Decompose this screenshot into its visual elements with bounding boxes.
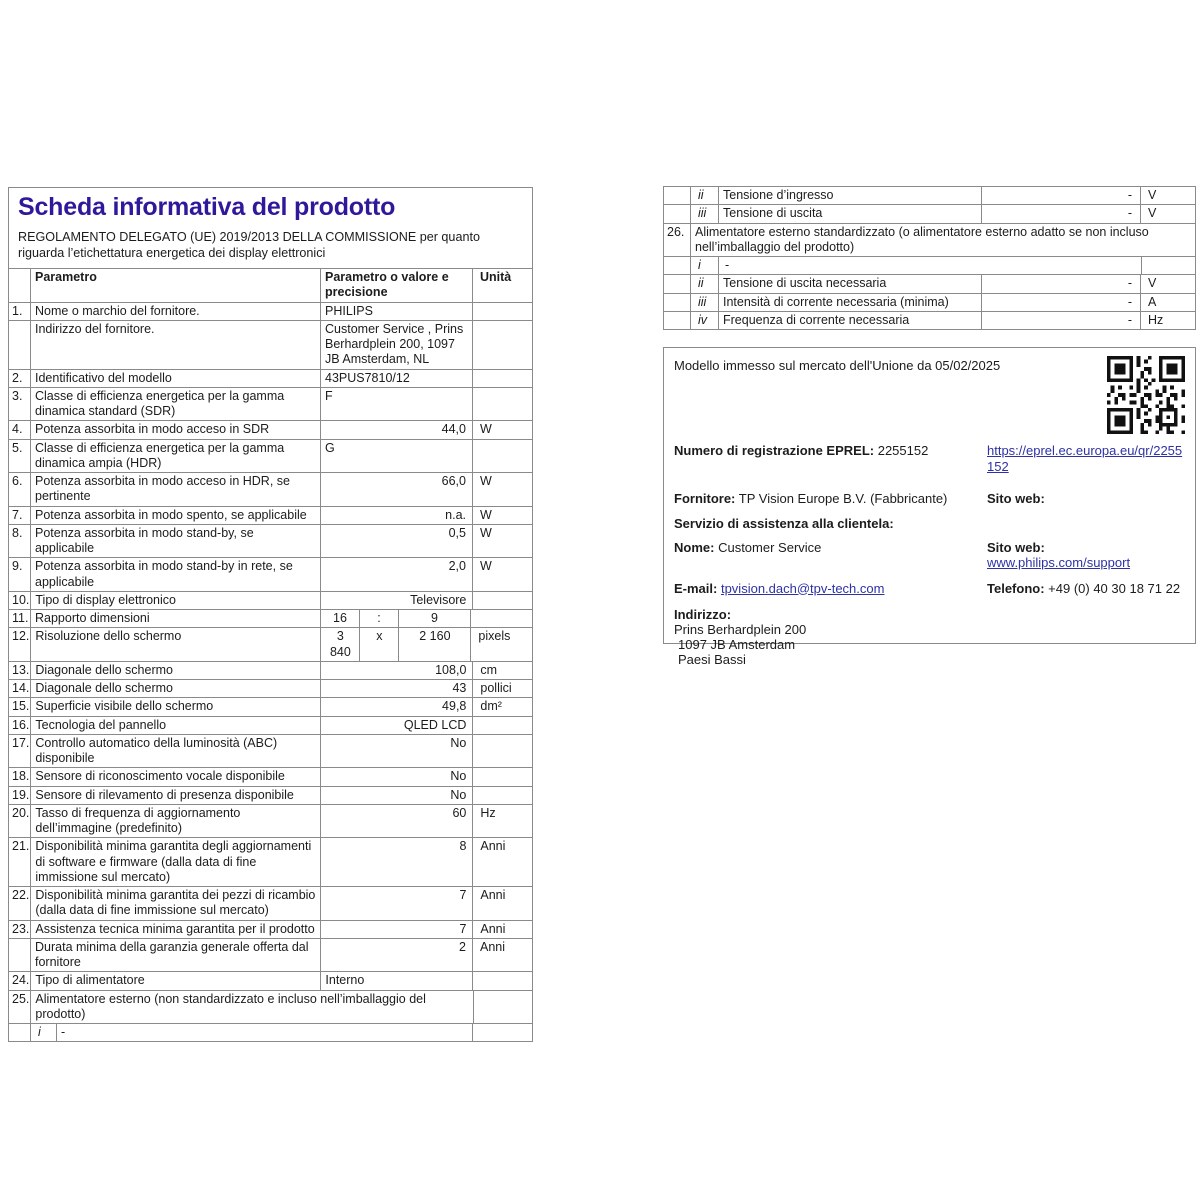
parameter-cell: Potenza assorbita in modo stand-by in rete, se applicabile — [31, 558, 321, 591]
value-cell: F — [321, 388, 473, 421]
service-name: Customer Service — [718, 539, 822, 555]
website-label-2: Sito web: — [987, 539, 1045, 555]
supplier-name: TP Vision Europe B.V. (Fabbricante) — [738, 490, 948, 506]
parameter-cell: Tensione di uscita — [719, 205, 982, 222]
table-row — [664, 256, 1195, 274]
parameter-cell: Tipo di display elettronico — [31, 592, 321, 609]
parameter-cell: Controllo automatico della luminosità (ABC) disponibile — [31, 735, 321, 768]
parameter-span-cell: Alimentatore esterno standardizzato (o alimentatore esterno adatto se non incluso nell’imballaggio del prodotto) — [695, 224, 1149, 254]
fiche-title-block — [9, 188, 532, 268]
separator-cell: : — [360, 610, 399, 627]
row-number-cell — [664, 294, 691, 311]
row-number-cell: 13. — [9, 662, 31, 679]
table-row — [9, 767, 532, 785]
unit-cell: Hz — [480, 805, 496, 820]
phone-label: Telefono: — [987, 580, 1045, 596]
value-cell: 43PUS7810/12 — [321, 370, 473, 387]
value-cell: 9 — [399, 610, 471, 627]
value-cell: Customer Service , Prins Berhardplein 200, 1097 JB Amsterdam, NL — [321, 321, 473, 369]
value-cell: No — [321, 768, 473, 785]
parameter-span-cell: Alimentatore esterno (non standardizzato e incluso nell’imballaggio del prodotto) — [31, 991, 474, 1024]
address-label: Indirizzo: — [674, 606, 732, 622]
table-row — [9, 920, 532, 938]
row-number-cell: 23. — [9, 921, 31, 938]
parameter-cell: Potenza assorbita in modo spento, se applicabile — [31, 507, 321, 524]
row-number-cell: 4. — [9, 421, 31, 438]
value-cell: No — [321, 735, 473, 768]
parameter-cell: Nome o marchio del fornitore. — [31, 303, 321, 320]
row-number-cell: 24. — [9, 972, 31, 989]
unit-cell — [473, 592, 532, 609]
fiche-rows — [9, 268, 532, 1041]
unit-cell: Anni — [480, 921, 506, 936]
value-cell: 66,0 — [321, 473, 473, 506]
value-cell: - — [982, 275, 1141, 292]
parameter-cell: Sensore di riconoscimento vocale disponibile — [31, 768, 321, 785]
value-cell: 43 — [321, 680, 473, 697]
address-line: 1097 JB Amsterdam — [678, 636, 796, 652]
row-number-cell: 25. — [9, 991, 31, 1024]
website-label-1: Sito web: — [987, 490, 1045, 506]
value-cell: 3 840 — [321, 628, 360, 661]
row-number-cell — [664, 275, 691, 292]
value-cell: - — [57, 1024, 473, 1041]
parameter-cell: Disponibilità minima garantita dei pezzi di ricambio (dalla data di fine immissione sul mercato) — [31, 887, 321, 920]
parameter-cell: Classe di efficienza energetica per la gamma dinamica standard (SDR) — [31, 388, 321, 421]
parameter-cell: Sensore di rilevamento di presenza disponibile — [31, 787, 321, 804]
row-number-cell: 9. — [9, 558, 31, 591]
table-row — [9, 302, 532, 320]
value-cell: Interno — [321, 972, 473, 989]
parameter-cell: Intensità di corrente necessaria (minima) — [719, 294, 982, 311]
unit-cell — [473, 370, 532, 387]
row-number-cell: 19. — [9, 787, 31, 804]
row-number-cell: 1. — [9, 303, 31, 320]
table-row — [664, 223, 1195, 257]
value-cell: 7 — [321, 887, 473, 920]
table-row — [9, 320, 532, 369]
row-number-cell — [9, 1024, 31, 1041]
row-number-cell: 5. — [9, 440, 31, 473]
phone-number: +49 (0) 40 30 18 71 22 — [1048, 580, 1181, 596]
parameter-cell: Diagonale dello schermo — [31, 680, 321, 697]
parameter-cell: Potenza assorbita in modo acceso in SDR — [31, 421, 321, 438]
value-cell: 0,5 — [321, 525, 473, 558]
value-cell: 108,0 — [321, 662, 473, 679]
value-cell: No — [321, 787, 473, 804]
parameter-cell: Identificativo del modello — [31, 370, 321, 387]
roman-index-cell: ii — [691, 275, 719, 292]
row-number-cell: 2. — [9, 370, 31, 387]
table-row — [9, 524, 532, 558]
parameter-cell: Superficie visibile dello schermo — [31, 698, 321, 715]
table-row — [9, 506, 532, 524]
value-cell: - — [982, 294, 1141, 311]
service-name-row — [674, 540, 1185, 570]
value-cell: G — [321, 440, 473, 473]
roman-index-cell: i — [691, 257, 719, 274]
unit-cell — [471, 610, 532, 627]
table-row — [664, 311, 1195, 329]
unit-cell — [473, 321, 532, 369]
table-row — [9, 591, 532, 609]
unit-cell — [473, 388, 532, 421]
row-number-cell: 17. — [9, 735, 31, 768]
unit-cell: W — [480, 422, 492, 437]
row-number-cell: 18. — [9, 768, 31, 785]
table-row — [9, 439, 532, 473]
unit-cell — [1142, 257, 1195, 274]
unit-cell: W — [480, 474, 492, 489]
table-row — [9, 697, 532, 715]
value-cell: 2 160 — [399, 628, 471, 661]
table-row — [9, 734, 532, 768]
table-row — [9, 938, 532, 972]
market-intro-row — [674, 355, 1185, 443]
table-row — [9, 804, 532, 838]
unit-cell: Anni — [480, 939, 506, 954]
value-cell: QLED LCD — [321, 717, 473, 734]
row-number-cell: 11. — [9, 610, 31, 627]
unit-cell: W — [480, 525, 492, 540]
unit-cell: Anni — [480, 888, 506, 903]
eprel-url-link[interactable]: https://eprel.ec.europa.eu/qr/2255152 — [987, 443, 1183, 475]
table-row — [664, 274, 1195, 292]
parameter-cell: Disponibilità minima garantita degli aggiornamenti di software e firmware (dalla data di fine immissione sul mercato) — [31, 838, 321, 886]
value-cell: 2 — [321, 939, 473, 972]
roman-index-cell: iii — [691, 294, 719, 311]
value-cell: - — [982, 187, 1141, 204]
parameter-cell: Tecnologia del pannello — [31, 717, 321, 734]
fiche-continuation-table — [663, 186, 1196, 330]
value-cell: n.a. — [321, 507, 473, 524]
email-label: E-mail: — [674, 580, 718, 596]
parameter-cell: Risoluzione dello schermo — [31, 628, 321, 661]
value-cell: - — [982, 312, 1141, 329]
email-phone-row — [674, 581, 1185, 596]
unit-cell — [473, 735, 532, 768]
unit-cell: V — [1148, 188, 1157, 202]
row-number-cell: 3. — [9, 388, 31, 421]
eprel-number: 2255152 — [877, 443, 929, 458]
unit-cell — [474, 991, 532, 1024]
unit-cell: A — [1148, 294, 1157, 309]
eprel-registration-row — [674, 443, 1185, 476]
unit-cell — [473, 787, 532, 804]
row-number-cell — [9, 269, 31, 302]
row-number-cell: 16. — [9, 717, 31, 734]
table-row — [9, 837, 532, 886]
parameter-cell: Assistenza tecnica minima garantita per il prodotto — [31, 921, 321, 938]
unit-cell: W — [480, 507, 492, 522]
supplier-label: Fornitore: — [674, 490, 736, 506]
email-link[interactable]: tpvision.dach@tpv-tech.com — [720, 580, 885, 596]
row-number-cell: 20. — [9, 805, 31, 838]
value-cell: - — [719, 257, 1142, 274]
value-cell: 8 — [321, 838, 473, 886]
value-cell: 7 — [321, 921, 473, 938]
qr-code-icon — [1107, 356, 1185, 434]
continuation-rows — [664, 187, 1195, 329]
row-number-cell: 15. — [9, 698, 31, 715]
unit-cell: V — [1148, 276, 1157, 291]
row-number-cell — [664, 312, 691, 329]
row-number-cell — [9, 939, 31, 972]
table-row — [9, 1023, 532, 1041]
unit-cell — [473, 1024, 532, 1041]
address-line: Prins Berhardplein 200 — [674, 621, 807, 637]
supplier-row — [674, 491, 1185, 506]
unit-cell: V — [1148, 206, 1157, 221]
parameter-cell: Tensione d’ingresso — [719, 187, 982, 204]
table-row — [9, 661, 532, 679]
row-number-cell: 6. — [9, 473, 31, 506]
unit-cell — [473, 303, 532, 320]
roman-index-cell: ii — [691, 187, 719, 204]
value-cell: - — [982, 205, 1141, 222]
parameter-cell: Potenza assorbita in modo stand-by, se applicabile — [31, 525, 321, 558]
eprel-label: Numero di registrazione EPREL: — [674, 443, 875, 458]
unit-header-cell: Unità — [480, 270, 512, 285]
regulation-subtitle: REGOLAMENTO DELEGATO (UE) 2019/2013 DELLA COMMISSIONE per quanto riguarda l’etichettatura energetica dei display elettronici — [18, 230, 480, 261]
roman-index-cell: iii — [691, 205, 719, 222]
table-row — [9, 369, 532, 387]
value-cell: PHILIPS — [321, 303, 473, 320]
parameter-header-cell: Parametro — [31, 269, 321, 302]
market-date-text: Modello immesso sul mercato dell'Unione da 05/02/2025 — [674, 358, 1001, 373]
row-number-cell: 8. — [9, 525, 31, 558]
row-number-cell: 14. — [9, 680, 31, 697]
unit-cell — [473, 972, 532, 989]
value-header-cell: Parametro o valore e precisione — [321, 269, 473, 302]
parameter-cell: Tasso di frequenza di aggiornamento dell’immagine (predefinito) — [31, 805, 321, 838]
customer-service-heading: Servizio di assistenza alla clientela: — [674, 515, 894, 531]
unit-cell — [473, 440, 532, 473]
table-row — [9, 268, 532, 302]
value-cell: Televisore — [321, 592, 473, 609]
support-website-link[interactable]: www.philips.com/support — [987, 554, 1131, 570]
unit-cell — [473, 768, 532, 785]
table-row — [9, 627, 532, 661]
table-row — [664, 293, 1195, 311]
parameter-cell: Frequenza di corrente necessaria — [719, 312, 982, 329]
parameter-cell: Indirizzo del fornitore. — [31, 321, 321, 369]
parameter-cell: Tensione di uscita necessaria — [719, 275, 982, 292]
row-number-cell: 26. — [664, 224, 691, 257]
unit-cell: dm² — [480, 699, 502, 714]
value-cell: 2,0 — [321, 558, 473, 591]
row-number-cell — [9, 321, 31, 369]
name-label: Nome: — [674, 539, 715, 555]
row-number-cell: 10. — [9, 592, 31, 609]
roman-index-cell: iv — [691, 312, 719, 329]
table-row — [9, 557, 532, 591]
table-row — [9, 971, 532, 989]
row-number-cell: 22. — [9, 887, 31, 920]
table-row — [9, 716, 532, 734]
table-row — [9, 679, 532, 697]
eprel-info-panel — [663, 347, 1196, 668]
row-number-cell — [664, 257, 691, 274]
table-row — [9, 472, 532, 506]
separator-cell: x — [360, 628, 399, 661]
unit-cell: pollici — [480, 681, 512, 696]
row-number-cell: 21. — [9, 838, 31, 886]
table-row — [9, 420, 532, 438]
parameter-cell: Classe di efficienza energetica per la gamma dinamica ampia (HDR) — [31, 440, 321, 473]
unit-cell: cm — [480, 662, 498, 677]
value-cell: 49,8 — [321, 698, 473, 715]
unit-cell: Anni — [480, 839, 506, 854]
unit-cell: pixels — [478, 629, 511, 644]
table-row — [9, 990, 532, 1024]
product-fiche-table — [8, 187, 533, 1042]
table-row — [9, 786, 532, 804]
row-number-cell — [664, 205, 691, 222]
row-number-cell: 12. — [9, 628, 31, 661]
page-title: Scheda informativa del prodotto — [18, 193, 396, 221]
row-number-cell: 7. — [9, 507, 31, 524]
table-row — [664, 187, 1195, 204]
parameter-cell: Rapporto dimensioni — [31, 610, 321, 627]
parameter-cell: Durata minima della garanzia generale offerta dal fornitore — [31, 939, 321, 972]
value-cell: 44,0 — [321, 421, 473, 438]
parameter-cell: Diagonale dello schermo — [31, 662, 321, 679]
value-cell: 16 — [321, 610, 360, 627]
parameter-cell: Tipo di alimentatore — [31, 972, 321, 989]
row-number-cell — [664, 187, 691, 204]
table-row — [9, 886, 532, 920]
unit-cell — [473, 717, 532, 734]
unit-cell: W — [480, 559, 492, 574]
unit-cell: Hz — [1148, 312, 1164, 327]
roman-index-cell: i — [31, 1024, 57, 1041]
value-cell: 60 — [321, 805, 473, 838]
table-row — [9, 609, 532, 627]
parameter-cell: Potenza assorbita in modo acceso in HDR, se pertinente — [31, 473, 321, 506]
address-line: Paesi Bassi — [678, 652, 746, 668]
table-row — [664, 204, 1195, 222]
table-row — [9, 387, 532, 421]
